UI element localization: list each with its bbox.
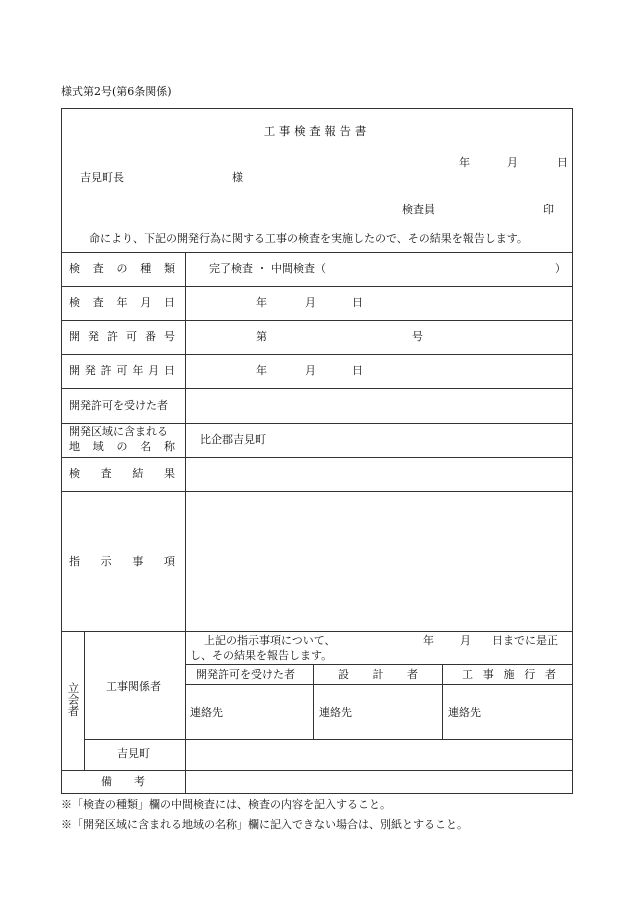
header-day: 日 bbox=[557, 156, 568, 169]
inspection-date-day: 日 bbox=[352, 296, 363, 309]
report-statement: 命により、下記の開発行為に関する工事の検査を実施したので、その結果を報告します。 bbox=[89, 232, 528, 245]
permit-number-label: 開 発 許 可 番 号 bbox=[69, 330, 175, 343]
col-contractor-header: 工 事 施 行 者 bbox=[462, 668, 556, 681]
document-title: 工 事 検 査 報 告 書 bbox=[263, 124, 367, 138]
permit-number-go: 号 bbox=[412, 330, 423, 343]
town-witness-label: 吉見町 bbox=[117, 747, 150, 760]
permit-number-dai: 第 bbox=[256, 330, 267, 343]
inspection-kind-close: ） bbox=[555, 262, 566, 275]
witness-label: 立会者 bbox=[66, 682, 81, 717]
inspector-label: 検査員 bbox=[402, 203, 435, 216]
inspection-date-month: 月 bbox=[305, 296, 316, 309]
inspection-kind-options[interactable]: 完了検査 ・ 中間検査（ bbox=[209, 262, 326, 275]
seal-mark: 印 bbox=[543, 203, 554, 216]
addressee-honorific: 様 bbox=[232, 171, 243, 184]
inspection-date-year: 年 bbox=[256, 296, 267, 309]
permit-date-label: 開 発 許 可 年 月 日 bbox=[69, 364, 175, 377]
inspection-result-label: 検 査 結 果 bbox=[69, 467, 175, 480]
correction-text-a: 上記の指示事項について、 bbox=[204, 634, 336, 647]
permittee-contact: 連絡先 bbox=[190, 706, 223, 719]
form-number-label: 様式第2号(第6条関係) bbox=[61, 85, 172, 98]
inspection-date-label: 検 査 年 月 日 bbox=[69, 296, 175, 309]
remarks-label: 備 考 bbox=[101, 775, 145, 788]
area-name-label-line2: 地 域 の 名 称 bbox=[69, 440, 175, 453]
correction-text-line2: し、その結果を報告します。 bbox=[190, 649, 333, 662]
contractor-contact: 連絡先 bbox=[448, 706, 481, 719]
correction-year: 年 bbox=[423, 634, 434, 647]
note-2: ※「開発区域に含まれる地域の名称」欄に記入できない場合は、別紙とすること。 bbox=[61, 818, 468, 831]
addressee: 吉見町長 bbox=[80, 171, 124, 184]
col-designer-header: 設 計 者 bbox=[338, 668, 418, 681]
area-name-value: 比企郡吉見町 bbox=[200, 433, 266, 446]
designer-contact: 連絡先 bbox=[319, 706, 352, 719]
permittee-label: 開発許可を受けた者 bbox=[69, 399, 168, 412]
permit-date-month: 月 bbox=[305, 364, 316, 377]
header-year: 年 bbox=[459, 156, 470, 169]
correction-month: 月 bbox=[460, 634, 471, 647]
col-permittee-header: 開発許可を受けた者 bbox=[196, 668, 295, 681]
instructions-label: 指 示 事 項 bbox=[69, 555, 175, 568]
correction-text-b: 日までに是正 bbox=[492, 634, 558, 647]
permit-date-year: 年 bbox=[256, 364, 267, 377]
area-name-label-line1: 開発区域に含まれる bbox=[69, 425, 168, 438]
header-month: 月 bbox=[507, 156, 518, 169]
permit-date-day: 日 bbox=[352, 364, 363, 377]
contractor-parties-label: 工事関係者 bbox=[106, 680, 161, 693]
note-1: ※「検査の種類」欄の中間検査には、検査の内容を記入すること。 bbox=[61, 798, 391, 811]
inspection-kind-label: 検 査 の 種 類 bbox=[69, 262, 175, 275]
